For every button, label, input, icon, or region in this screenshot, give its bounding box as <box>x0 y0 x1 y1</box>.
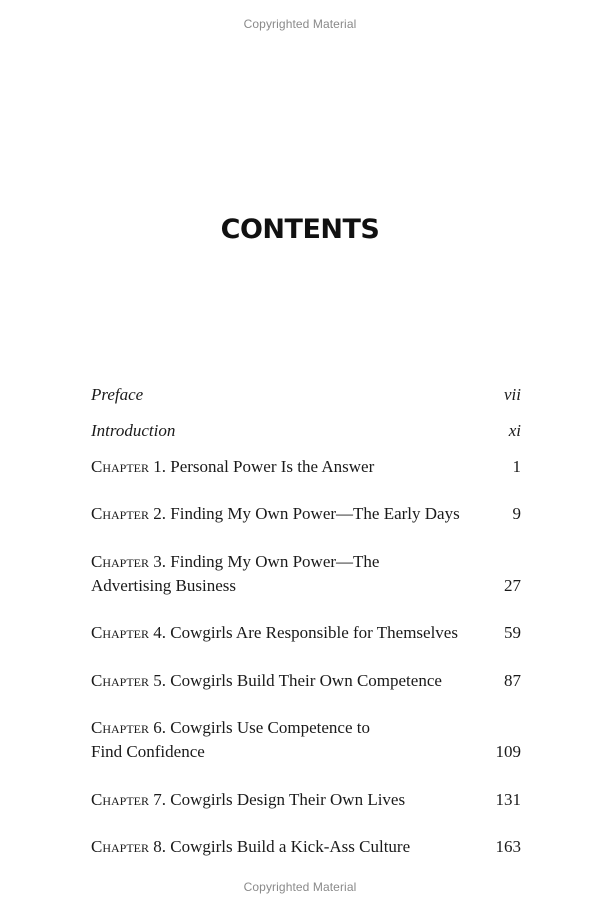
toc-entry-chapter-3[interactable] <box>91 550 521 598</box>
toc-entry-title <box>91 621 521 645</box>
chapter-word: Chapter <box>91 623 150 642</box>
toc-entry-chapter-4[interactable] <box>91 621 521 645</box>
toc-entry-page: 109 <box>495 742 521 761</box>
toc-entry-chapter-6[interactable] <box>91 716 521 764</box>
toc-entry-label: Introduction <box>91 421 176 440</box>
toc-entry-title <box>91 716 521 764</box>
chapter-number: 6. <box>153 718 167 737</box>
toc-entry-title <box>91 455 521 479</box>
toc-entry-chapter-2[interactable] <box>91 502 521 526</box>
chapter-word: Chapter <box>91 457 150 476</box>
toc-entry-page: 59 <box>504 623 521 642</box>
toc-entry-page: xi <box>508 421 521 440</box>
toc-entry-title <box>91 835 521 859</box>
chapter-title: Cowgirls Build Their Own Competence <box>170 671 442 690</box>
chapter-word: Chapter <box>91 552 150 571</box>
chapter-number: 3. <box>153 552 167 571</box>
toc-entry-page: 131 <box>495 790 521 809</box>
chapter-number: 7. <box>153 790 167 809</box>
chapter-number: 8. <box>153 837 167 856</box>
chapter-title-continued: Find Confidence <box>91 742 205 761</box>
toc-entry-title <box>91 502 521 526</box>
toc-entry-page: vii <box>504 385 521 404</box>
toc-entry-chapter-1[interactable] <box>91 455 521 479</box>
chapter-number: 1. <box>153 457 167 476</box>
toc-entry-page: 9 <box>512 504 521 523</box>
chapter-number: 5. <box>153 671 167 690</box>
toc-entry-introduction[interactable] <box>91 419 521 443</box>
chapter-word: Chapter <box>91 671 150 690</box>
chapter-word: Chapter <box>91 718 150 737</box>
toc-entry-preface[interactable] <box>91 383 521 407</box>
chapter-number: 2. <box>153 504 167 523</box>
chapter-title: Cowgirls Design Their Own Lives <box>170 790 406 809</box>
page-title: CONTENTS <box>220 214 380 245</box>
chapter-number: 4. <box>153 623 167 642</box>
chapter-title: Cowgirls Use Competence to <box>170 718 370 737</box>
toc-entry-page: 163 <box>495 837 521 856</box>
chapter-title: Cowgirls Build a Kick-Ass Culture <box>170 837 411 856</box>
chapter-word: Chapter <box>91 837 150 856</box>
toc-entry-label: Preface <box>91 385 144 404</box>
chapter-word: Chapter <box>91 790 150 809</box>
watermark-top: Copyrighted Material <box>243 17 357 31</box>
toc-entry-page: 27 <box>504 576 521 595</box>
chapter-title: Finding My Own Power—The <box>170 552 380 571</box>
toc-entry-chapter-7[interactable] <box>91 788 521 812</box>
chapter-title-continued: Advertising Business <box>91 576 236 595</box>
toc-entry-chapter-8[interactable] <box>91 835 521 859</box>
toc-entry-title <box>91 788 521 812</box>
toc-entry-page: 87 <box>504 671 521 690</box>
chapter-title: Cowgirls Are Responsible for Themselves <box>170 623 458 642</box>
watermark-bottom: Copyrighted Material <box>243 880 357 894</box>
chapter-title: Finding My Own Power—The Early Days <box>170 504 460 523</box>
toc-entry-chapter-5[interactable] <box>91 669 521 693</box>
chapter-word: Chapter <box>91 504 150 523</box>
toc-entry-title <box>91 550 521 598</box>
chapter-title: Personal Power Is the Answer <box>170 457 375 476</box>
toc-entry-title <box>91 669 521 693</box>
toc-entry-page: 1 <box>512 457 521 476</box>
